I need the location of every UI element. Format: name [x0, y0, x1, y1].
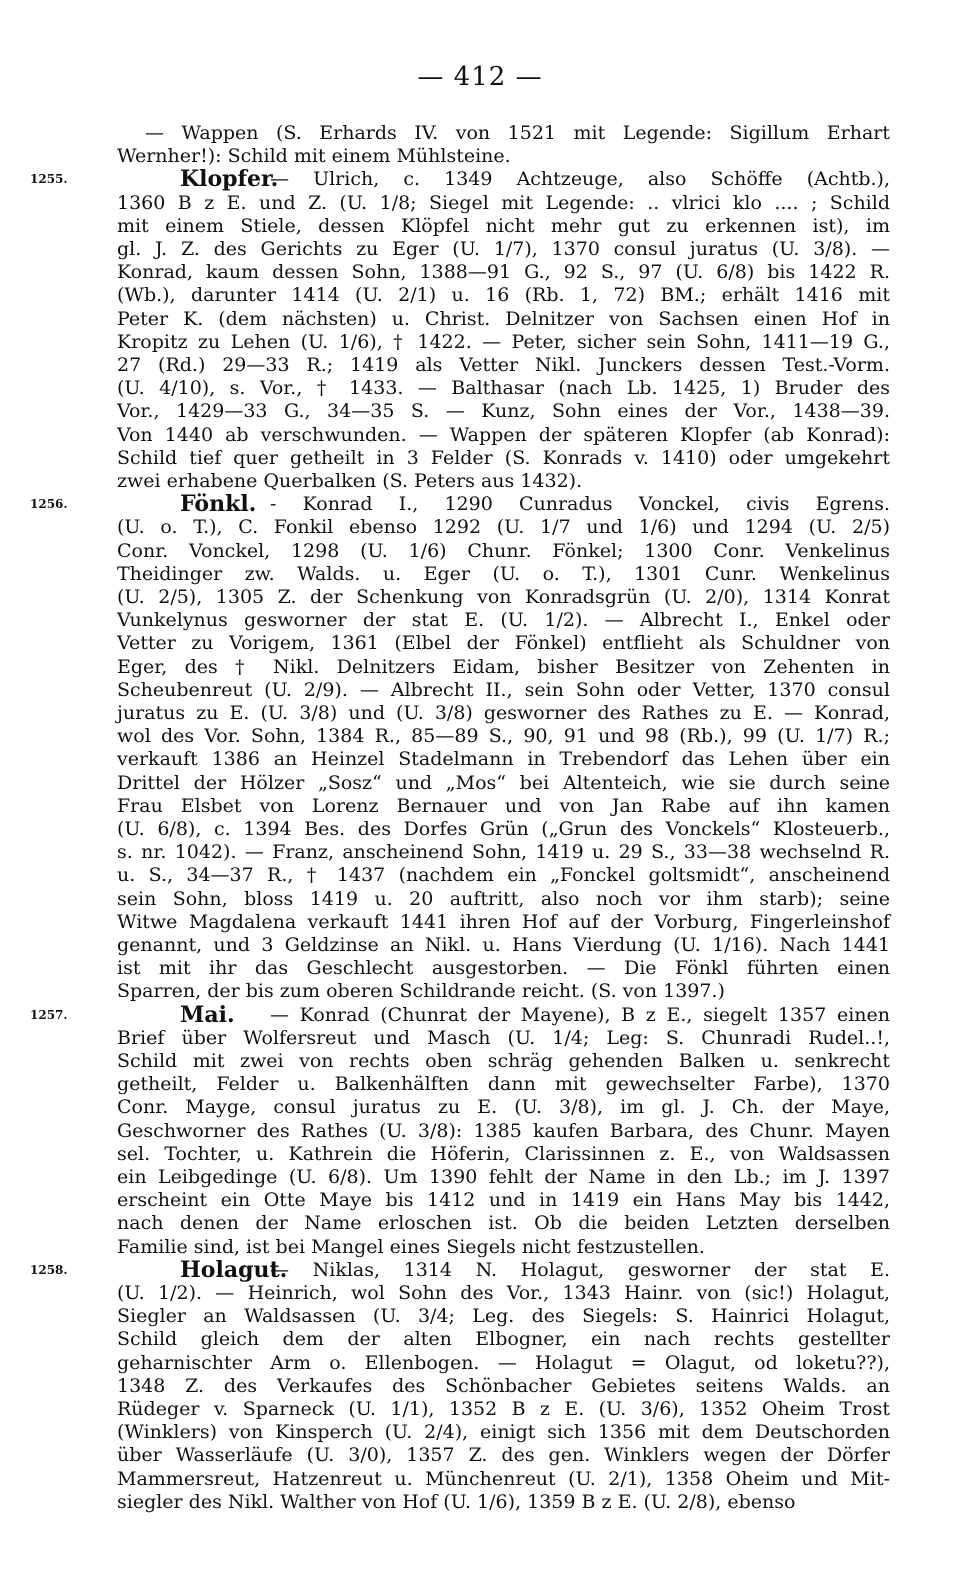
text-line: (U. o. T.), C. Fonkil ebenso 1292 (U. 1/7 und 1/6) und 1294 (U. 2/5) [117, 516, 890, 539]
text-line: Conr. Vonckel, 1298 (U. 1/6) Chunr. Fönkel; 1300 Conr. Venkelinus [117, 539, 890, 562]
text-line: Geschworner des Rathes (U. 3/8): 1385 kaufen Barbara, des Chunr. Mayen [117, 1119, 890, 1142]
text-line: Scheubenreut (U. 2/9). — Albrecht II., sein Sohn oder Vetter, 1370 consul [117, 678, 890, 701]
text-line: Schild tief quer getheilt in 3 Felder (S. Konrads v. 1410) oder umgekehrt [117, 446, 890, 469]
text-line: sein Sohn, bloss 1419 u. 20 auftritt, also noch vor ihm starb); seine [117, 887, 890, 910]
text-line: Drittel der Hölzer „Sosz“ und „Mos“ bei Altenteich, wie sie durch seine [117, 771, 890, 794]
text-line: — Niklas, 1314 N. Holagut, gesworner der stat E. [270, 1258, 890, 1281]
text-line: Siegler an Waldsassen (U. 3/4; Leg. des Siegels: S. Hainrici Holagut, [117, 1305, 890, 1328]
text-line: Familie sind, ist bei Mangel eines Siegels nicht festzustellen. [117, 1235, 705, 1258]
text-line: Frau Elsbet von Lorenz Bernauer und von Jan Rabe auf ihn kamen [117, 794, 890, 817]
text-line: über Wasserläufe (U. 3/0), 1357 Z. des gen. Winklers wegen der Dörfer [117, 1444, 890, 1467]
text-line: sel. Tochter, u. Kathrein die Höferin, Clarissinnen z. E., von Waldsassen [117, 1142, 890, 1165]
text-line: geharnischter Arm o. Ellenbogen. — Holagut = Olagut, od loketu??), [117, 1351, 890, 1374]
text-line: ist mit ihr das Geschlecht ausgestorben. — Die Fönkl führten einen [117, 957, 890, 980]
text-line: — Konrad (Chunrat der Mayene), B z E., siegelt 1357 einen [270, 1003, 890, 1026]
text-line: (Winklers) von Kinsperch (U. 2/4), einigt sich 1356 mit dem Deutschorden [117, 1421, 890, 1444]
text-line: nach denen der Name erloschen ist. Ob die beiden Letzten derselben [117, 1212, 890, 1235]
text-line: Kropitz zu Lehen (U. 1/6), † 1422. — Peter, sicher sein Sohn, 1411—19 G., [117, 330, 890, 353]
text-line: Conr. Mayge, consul juratus zu E. (U. 3/8), im gl. J. Ch. der Maye, [117, 1096, 890, 1119]
text-line: Rüdeger v. Sparneck (U. 1/1), 1352 B z E. (U. 3/6), 1352 Oheim Trost [117, 1398, 890, 1420]
text-line: Mammersreut, Hatzenreut u. Münchenreut (U. 2/1), 1358 Oheim und Mit- [117, 1467, 890, 1490]
entry-heading: Fönkl. [180, 491, 257, 518]
text-line: zwei erhabene Querbalken (S. Peters aus 1432). [117, 470, 583, 492]
text-line: verkauft 1386 an Heinzel Stadelmann in Trebendorf das Lehen über ein [117, 748, 890, 771]
text-line: Schild gleich dem der alten Elbogner, ein nach rechts gestellter [117, 1328, 890, 1351]
text-line: (U. 6/8), c. 1394 Bes. des Dorfes Grün („Grun des Vonckels“ Klosteuerb., [117, 818, 890, 840]
entry-number: 1255. [30, 172, 68, 187]
text-line: Witwe Magdalena verkauft 1441 ihren Hof auf der Vorburg, Fingerleinshof [117, 910, 890, 933]
text-line: Theidinger zw. Walds. u. Eger (U. o. T.), 1301 Cunr. Wenkelinus [117, 562, 890, 585]
text-line: ein Leibgedinge (U. 6/8). Um 1390 fehlt der Name in den Lb.; im J. 1397 [117, 1166, 890, 1188]
text-line: (U. 4/10), s. Vor., † 1433. — Balthasar (nach Lb. 1425, 1) Bruder des [117, 377, 890, 400]
text-line: Eger, des † Nikl. Delnitzers Eidam, bisher Besitzer von Zehenten in [117, 655, 890, 678]
text-line: Brief über Wolfersreut und Masch (U. 1/4; Leg: S. Chunradi Rudel..!, [117, 1026, 890, 1049]
text-line: u. S., 34—37 R., † 1437 (nachdem ein „Fonckel goltsmidt“, anscheinend [117, 864, 890, 887]
entry-heading: Mai. [180, 1001, 235, 1028]
text-line: 1348 Z. des Verkaufes des Schönbacher Gebietes seitens Walds. an [117, 1374, 890, 1397]
text-line: - Konrad I., 1290 Cunradus Vonckel, civis Egrens. [270, 493, 890, 516]
text-line: 1360 B z E. und Z. (U. 1/8; Siegel mit Legende: .. vlrici klo .... ; Schild [117, 191, 890, 214]
text-line: (U. 1/2). — Heinrich, wol Sohn des Vor., 1343 Hainr. von (sic!) Holagut, [117, 1282, 890, 1304]
text-line: Vetter zu Vorigem, 1361 (Elbel der Fönkel) entflieht als Schuldner von [117, 632, 890, 655]
text-line: Schild mit zwei von rechts oben schräg gehenden Balken u. senkrecht [117, 1050, 890, 1072]
text-line: genannt, und 3 Geldzinse an Nikl. u. Hans Vierdung (U. 1/16). Nach 1441 [117, 934, 890, 956]
entry-number: 1257. [30, 1007, 68, 1022]
text-line: s. nr. 1042). — Franz, anscheinend Sohn, 1419 u. 29 S., 33—38 wechselnd R. [117, 841, 890, 864]
entry-heading: Holagut. [180, 1256, 288, 1283]
text-line: Peter K. (dem nächsten) u. Christ. Delnitzer von Sachsen einen Hof in [117, 307, 890, 330]
text-line: (U. 2/5), 1305 Z. der Schenkung von Konradsgrün (U. 2/0), 1314 Konrat [117, 586, 890, 608]
text-line: juratus zu E. (U. 3/8) und (U. 3/8) gesworner des Rathes zu E. — Konrad, [117, 702, 890, 724]
text-line: siegler des Nikl. Walther von Hof (U. 1/6), 1359 B z E. (U. 2/8), ebenso [117, 1490, 796, 1513]
text-line: — Wappen (S. Erhards IV. von 1521 mit Legende: Sigillum Erhart [145, 122, 890, 144]
text-line: Sparren, der bis zum oberen Schildrande reicht. (S. von 1397.) [117, 980, 725, 1003]
text-line: gl. J. Z. des Gerichts zu Eger (U. 1/7), 1370 consul juratus (U. 3/8). — [117, 238, 890, 260]
entry-heading: Klopfer. [180, 166, 279, 193]
text-line: mit einem Stiele, dessen Klöpfel nicht mehr gut zu erkennen ist), im [117, 214, 890, 237]
text-line: getheilt, Felder u. Balkenhälften dann mit gewechselter Farbe), 1370 [117, 1073, 890, 1096]
page-number: — 412 — [417, 62, 543, 92]
text-line: — Ulrich, c. 1349 Achtzeuge, also Schöffe (Achtb.), [270, 168, 890, 191]
text-line: wol des Vor. Sohn, 1384 R., 85—89 S., 90, 91 und 98 (Rb.), 99 (U. 1/7) R.; [117, 725, 890, 748]
text-line: Vunkelynus gesworner der stat E. (U. 1/2). — Albrecht I., Enkel oder [117, 609, 890, 632]
text-line: Wernher!): Schild mit einem Mühlsteine. [117, 145, 511, 168]
text-line: Vor., 1429—33 G., 34—35 S. — Kunz, Sohn eines der Vor., 1438—39. [117, 400, 890, 423]
text-line: Konrad, kaum dessen Sohn, 1388—91 G., 92 S., 97 (U. 6/8) bis 1422 R. [117, 261, 890, 284]
entry-number: 1258. [30, 1262, 68, 1277]
text-line: erscheint ein Otte Maye bis 1412 und in 1419 ein Hans May bis 1442, [117, 1189, 890, 1212]
text-line: (Wb.), darunter 1414 (U. 2/1) u. 16 (Rb. 1, 72) BM.; erhält 1416 mit [117, 284, 890, 307]
text-line: 27 (Rd.) 29—33 R.; 1419 als Vetter Nikl. Junckers dessen Test.-Vorm. [117, 354, 890, 376]
text-line: Von 1440 ab verschwunden. — Wappen der späteren Klopfer (ab Konrad): [117, 423, 890, 446]
entry-number: 1256. [30, 497, 68, 512]
